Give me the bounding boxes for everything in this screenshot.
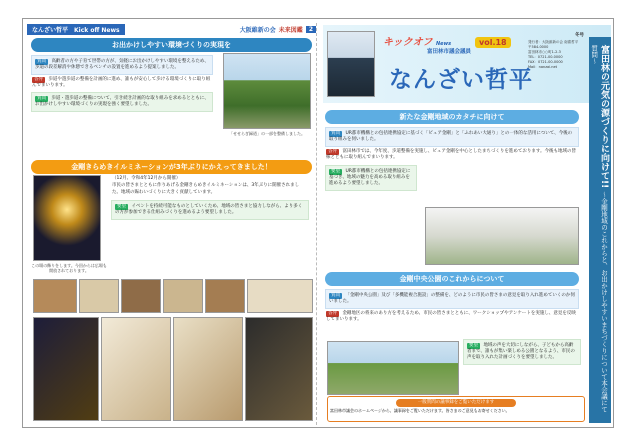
request-tag: 質問 (37, 95, 46, 101)
event-photo-1 (33, 279, 77, 313)
question-tag: 質問 (331, 131, 340, 136)
masthead-kickoff (383, 33, 451, 48)
question-box-3 (325, 127, 579, 147)
footer-notice (327, 396, 585, 422)
section-title-park: 金剛中央公園のこれからについて (325, 272, 579, 286)
event-photo-9 (173, 317, 243, 421)
park-photo (327, 341, 459, 395)
greenway-photo-caption: 「せせらぎ緑道」の一部を整備しました。 (229, 131, 305, 136)
question-text: UR都市機構との包括連携協定に基づく「ビュア金剛」と「ふれあい大通り」との一体的な活用について、今後の取り組みを伺いました。 (329, 131, 573, 143)
question-box-4 (325, 289, 579, 309)
question-tag: 質問 (37, 59, 46, 64)
right-page (321, 23, 611, 425)
vertical-headline (589, 37, 611, 423)
event-photo-2 (79, 279, 119, 313)
request-text: イベントを持続可能なものとしていくため、地域の皆さまと協力しながら、より多くの方が参加できる仕組みづくりを進めるよう要望しました。 (115, 203, 303, 215)
event-photo-10 (245, 317, 313, 421)
info-line: FAX：0721-00-0000 (528, 59, 563, 64)
header-label: なんざい哲平 Kick off News (27, 24, 125, 35)
request-tag: 要望 (331, 168, 340, 174)
answer-tag: 答弁 (328, 311, 337, 317)
event-photo-5 (205, 279, 245, 313)
left-page (27, 23, 317, 425)
request-text: 地域の声を大切にしながら、子どもから高齢者まで、誰もが集い楽しめる公園となるよう、市民の声を取り入れた計画づくりを要望しました。 (467, 343, 575, 361)
answer-tag: 答弁 (34, 77, 43, 83)
left-page-header (27, 23, 316, 35)
section-kongo-future (321, 107, 583, 193)
request-box-4 (463, 339, 581, 365)
answer-text: 金剛地区の将来のあり方を考えるため、市民の皆さまとともに、ワークショップやアンケートを実施し、意見を反映してまいります。 (326, 311, 576, 323)
request-box-2 (111, 200, 309, 220)
info-line: 〒584-0000 (528, 44, 549, 49)
event-photo-3 (121, 279, 161, 313)
newsletter-spread (22, 18, 614, 428)
question-text: 高齢者の方や子育て世帯の方が、気軽にお出かけしやすい環境を整えるため、歩道の段差解消や休憩できるベンチの設置を進めるよう提案しました。 (35, 59, 209, 71)
masthead-title: なんざい哲平 (389, 67, 533, 93)
masthead (323, 25, 611, 103)
question-box-1 (31, 55, 213, 75)
illumination-text-block (107, 175, 313, 222)
vertical-sub: 〜金剛地域のこれからと、お出かけしやすいまちづくりについて本会議にて質問〜 (590, 45, 608, 413)
brand-name-2: 未来図鑑 (278, 26, 303, 34)
footer-title: 一般質問の議事録をご覧いただけます (396, 399, 516, 407)
issue-label: 冬号 (575, 33, 584, 38)
page-number: 2 (306, 26, 316, 33)
request-text: 歩道・遊歩道の整備について、引き続き計画的な取り組みを求めるとともに、お出かけしやすい環境づくりの実現を強く要望しました。 (35, 95, 209, 107)
section-central-park (321, 269, 583, 325)
info-line: 富田林市○○町1-2-3 (528, 49, 561, 54)
request-box-1 (31, 92, 213, 112)
section-title-kongo: 新たな金剛地域のカタチに向けて (325, 110, 579, 124)
event-photo-7 (33, 317, 99, 421)
request-box-3 (325, 165, 417, 191)
footer-text: 富田林市議会のホームページから、議事録をご覧いただけます。皆さまのご意見もお寄せください。 (330, 407, 510, 413)
info-line: Mail：nanzai.net (528, 64, 558, 69)
request-tag: 要望 (117, 203, 126, 209)
greenway-photo (223, 53, 311, 129)
answer-text: 富田林市では、今年度、歩道整備を実施し、ビュア金剛を中心としたまちづくりを進めております。今後も地域の皆様とともに取り組んでまいります。 (326, 149, 577, 161)
answer-block-4 (326, 311, 578, 324)
event-photo-6 (247, 279, 313, 313)
illumination-text: 市民の皆さまとともに作りあげる金剛きらめきイルミネーションは、3年ぶりに開催されました。地域の賑わいづくりに大きく貢献しています。 (112, 183, 300, 195)
development-rendering (425, 207, 579, 265)
illumination-date: （12月、令和4年12月から開催） (112, 176, 181, 181)
section-title-illumination: 金剛きらめきイルミネーションが3年ぶりにかえってきました！ (31, 160, 312, 174)
event-photo-4 (163, 279, 203, 313)
request-text: UR都市機構との包括連携協定に基づき、地域の魅力を高める取り組みを進めるよう要望しました。 (329, 168, 411, 186)
vertical-main: 富田林の元気の源づくりに向けて!! (599, 45, 609, 189)
volume-badge: vol.18 (475, 37, 511, 48)
masthead-kick-text: キックオフ (383, 37, 433, 48)
portrait-photo (327, 31, 375, 97)
brand-name: 大阪維新の会 (239, 26, 276, 34)
publisher-info (528, 33, 584, 70)
answer-text: 歩道や遊歩道の整備を計画的に進め、誰もが安心して歩ける環境づくりに取り組んでまいります。 (32, 77, 211, 89)
question-text: 「金剛中央公園」及び「多機能複合施設」の整備を、どのように市民の皆さまの意見を取り入れ進めていくのか伺いました。 (329, 293, 575, 305)
masthead-news-text: News (435, 41, 452, 47)
event-photo-8 (101, 317, 171, 421)
illumination-photo-caption: この場の飾りをします。今回からは広場も開放されております。 (31, 263, 107, 274)
section-title-outing: お出かけしやすい環境づくりの実現を (31, 38, 312, 52)
request-tag: 要望 (469, 343, 478, 348)
info-line: 発行者：大阪維新の会 南齋哲平 (528, 39, 579, 44)
answer-block-1 (32, 77, 214, 90)
answer-block-3 (326, 149, 578, 162)
header-brand (240, 25, 316, 34)
answer-tag: 答弁 (328, 149, 337, 155)
question-tag: 質問 (331, 293, 340, 298)
masthead-subtitle: 富田林市議会議員 (427, 49, 472, 55)
illumination-photo (33, 175, 101, 261)
info-line: TEL：0721-00-0000 (528, 54, 563, 59)
